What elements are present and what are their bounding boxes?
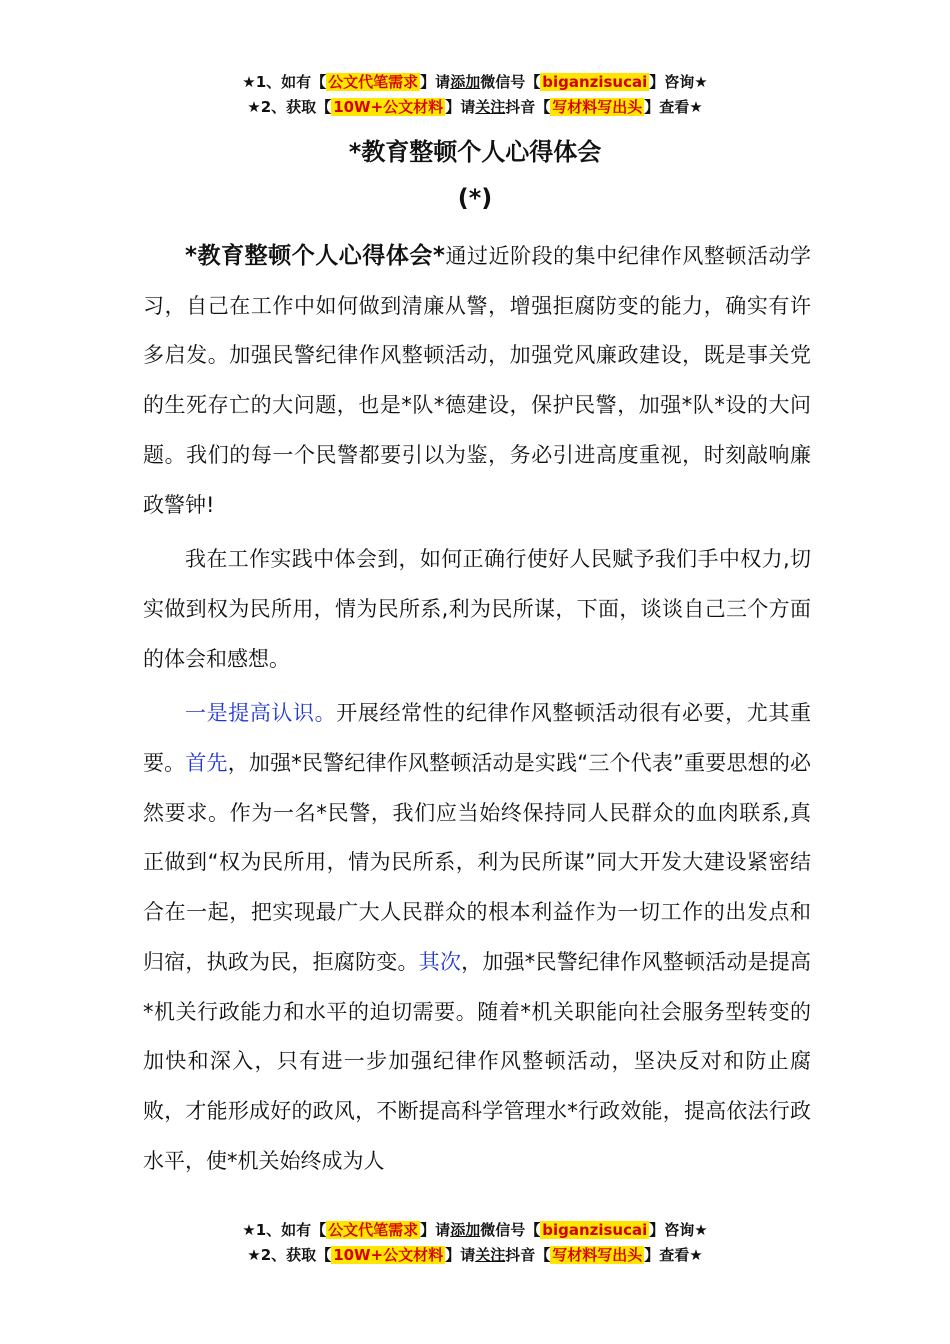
notice-line-1 <box>0 70 950 95</box>
paragraph-3 <box>143 689 811 1186</box>
notice-line-1 <box>0 1218 950 1243</box>
document-body <box>143 232 811 1186</box>
section-heading: 一是提高认识。 <box>185 701 337 726</box>
notice-text: ★1、如有【 <box>242 73 327 91</box>
notice-text: 】咨询★ <box>649 1221 708 1239</box>
notice-text: 】查看★ <box>644 98 703 116</box>
notice-emphasis: 添加 <box>450 1221 481 1239</box>
notice-text: 抖音【 <box>505 1246 551 1264</box>
highlight-douyin: 写材料写出头 <box>552 1246 643 1264</box>
notice-text: 】请 <box>445 98 476 116</box>
highlight-wechat-id: biganzisucai <box>542 1221 648 1239</box>
notice-emphasis: 添加 <box>450 73 481 91</box>
notice-emphasis: 关注 <box>475 1246 506 1264</box>
top-notice-banner <box>0 70 950 120</box>
paragraph-2: 我在工作实践中体会到，如何正确行使好人民赋予我们手中权力,切实做到权为民所用，情为民所系,利为民所谋，下面，谈谈自己三个方面的体会和感想。 <box>143 547 811 671</box>
paragraph-text: 开展经常性的纪律作风整顿活动很有必要，尤其重要。 <box>143 701 811 776</box>
notice-emphasis: 关注 <box>475 98 506 116</box>
highlight-wechat-id: biganzisucai <box>542 73 648 91</box>
document-title: *教育整顿个人心得体会 <box>348 138 602 166</box>
notice-text: 】查看★ <box>644 1246 703 1264</box>
subpoint-heading: 首先 <box>185 751 228 776</box>
paragraph-text: ，加强*民警纪律作风整顿活动是实践“三个代表”重要思想的必然要求。作为一名*民警，我们应当始终保持同人民群众的血肉联系,真正做到“权为民所用，情为民所系，利为民所谋”同大开发大建设紧密结合在一起，把实现最广大人民群众的根本利益作为一切工作的出发点和归宿，执政为民，拒腐防变。 <box>143 751 811 974</box>
paragraph-text: ，加强*民警纪律作风整顿活动是提高*机关行政能力和水平的迫切需要。随着*机关职能向社会服务型转变的加快和深入，只有进一步加强纪律作风整顿活动，坚决反对和防止腐败，才能形成好的政风，不断提高科学管理水*行政效能，提高依法行政水平，使*机关始终成为人 <box>143 949 812 1173</box>
notice-text: 】咨询★ <box>649 73 708 91</box>
notice-text: ★1、如有【 <box>242 1221 327 1239</box>
highlight-ghostwriting: 公文代笔需求 <box>328 1221 419 1239</box>
subpoint-heading: 其次 <box>418 949 462 974</box>
document-subtitle: (*) <box>457 184 493 212</box>
notice-text: ★2、获取【 <box>247 98 332 116</box>
paragraph-text: 通过近阶段的集中纪律作风整顿活动学习，自己在工作中如何做到清廉从警，增强拒腐防变的能力，确实有许多启发。加强民警纪律作风整顿活动，加强党风廉政建设，既是事关党的生死存亡的大问题，也是*队*德建设，保护民警，加强*队*设的大问题。我们的每一个民警都要引以为鉴，务必引进高度重视，时刻敲响廉政警钟! <box>143 244 812 517</box>
notice-text: 微信号【 <box>480 73 541 91</box>
notice-text: 】请 <box>420 73 451 91</box>
notice-text: 】请 <box>420 1221 451 1239</box>
notice-text: ★2、获取【 <box>247 1246 332 1264</box>
notice-line-2 <box>0 1243 950 1268</box>
notice-text: 微信号【 <box>480 1221 541 1239</box>
highlight-materials: 10W+公文材料 <box>333 1246 444 1264</box>
paragraph-1 <box>143 232 811 530</box>
bottom-notice-banner <box>0 1218 950 1268</box>
highlight-douyin: 写材料写出头 <box>552 98 643 116</box>
highlight-materials: 10W+公文材料 <box>333 98 444 116</box>
paragraph-lead: *教育整顿个人心得体会* <box>185 243 445 269</box>
notice-text: 】请 <box>445 1246 476 1264</box>
highlight-ghostwriting: 公文代笔需求 <box>328 73 419 91</box>
notice-line-2 <box>0 95 950 120</box>
notice-text: 抖音【 <box>505 98 551 116</box>
